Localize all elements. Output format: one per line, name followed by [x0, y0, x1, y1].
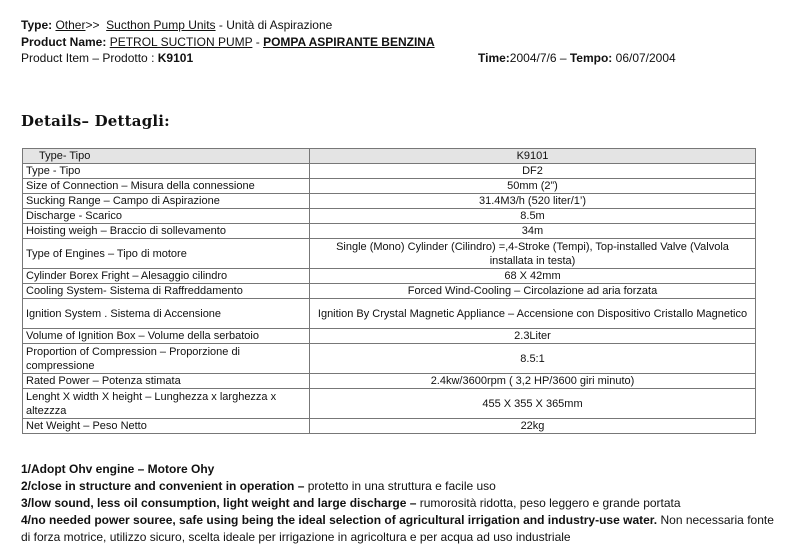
table-row — [23, 374, 756, 389]
table-row — [23, 209, 756, 224]
feature-item — [21, 461, 781, 478]
product-name-line — [21, 35, 435, 50]
row-key: Proportion of Compression – Proporzione di compressione — [23, 344, 310, 374]
table-header-value: K9101 — [310, 149, 756, 164]
row-value: 2.3Liter — [310, 329, 756, 344]
row-key: Lenght X width X height – Lunghezza x larghezza x altezzza — [23, 389, 310, 419]
table-header-key: Type- Tipo — [23, 149, 310, 164]
row-value: Forced Wind-Cooling – Circolazione ad aria forzata — [310, 284, 756, 299]
row-value: 31.4M3/h (520 liter/1’) — [310, 194, 756, 209]
row-key: Cylinder Borex Fright – Alesaggio cilindro — [23, 269, 310, 284]
product-item-label: Product Item – Prodotto : — [21, 51, 155, 65]
feature-item — [21, 512, 781, 546]
row-key: Net Weight – Peso Netto — [23, 419, 310, 434]
row-value: Single (Mono) Cylinder (Cilindro) =,4-Stroke (Tempi), Top-installed Valve (Valvola installata in testa) — [310, 239, 756, 269]
row-value: DF2 — [310, 164, 756, 179]
row-key: Hoisting weigh – Braccio di sollevamento — [23, 224, 310, 239]
row-value: 2.4kw/3600rpm ( 3,2 HP/3600 giri minuto) — [310, 374, 756, 389]
row-key: Ignition System . Sistema di Accensione — [23, 299, 310, 329]
product-name-label: Product Name: — [21, 35, 107, 49]
tempo-label: Tempo: — [569, 51, 613, 65]
feature-text: rumorosità ridotta, peso leggero e grande portata — [416, 496, 681, 510]
type-line — [21, 18, 332, 33]
table-header-row — [23, 149, 756, 164]
table-row — [23, 179, 756, 194]
type-other-link[interactable]: Other — [55, 18, 86, 32]
product-name-separator: - — [252, 35, 264, 49]
row-key: Type - Tipo — [23, 164, 310, 179]
row-value: 50mm (2”) — [310, 179, 756, 194]
feature-text: protetto in una struttura e facile uso — [304, 479, 496, 493]
details-title: Details– Dettagli: — [21, 112, 170, 130]
type-category-link[interactable]: Sucthon Pump Units — [106, 18, 216, 32]
spec-table — [22, 148, 756, 434]
feature-bold: 1/Adopt Ohv engine – Motore Ohy — [21, 462, 215, 476]
feature-bold: 4/no needed power souree, safe using being the ideal selection of agricultural irrigation and industry-use water. — [21, 513, 658, 527]
feature-item — [21, 478, 781, 495]
table-row — [23, 224, 756, 239]
row-value: 68 X 42mm — [310, 269, 756, 284]
row-value: 455 X 355 X 365mm — [310, 389, 756, 419]
row-key: Rated Power – Potenza stimata — [23, 374, 310, 389]
row-value: Ignition By Crystal Magnetic Appliance – Accensione con Dispositivo Cristallo Magnetico — [310, 299, 756, 329]
product-name-link[interactable]: PETROL SUCTION PUMP — [109, 35, 253, 49]
row-value: 8.5m — [310, 209, 756, 224]
table-row — [23, 194, 756, 209]
row-key: Size of Connection – Misura della connessione — [23, 179, 310, 194]
type-category-italian: - Unità di Aspirazione — [215, 18, 333, 32]
time-value: 2004/7/6 – — [509, 51, 570, 65]
table-row — [23, 239, 756, 269]
feature-text: Non necessaria fonte di forza motrice, utilizzo sicuro, scelta ideale per irrigazione in agricoltura e per acqua ad uso industriale — [21, 513, 774, 544]
table-row — [23, 284, 756, 299]
table-row — [23, 419, 756, 434]
features-list — [21, 461, 781, 546]
feature-bold: 3/low sound, less oil consumption, light weight and large discharge – — [21, 496, 417, 510]
table-row — [23, 269, 756, 284]
row-key: Volume of Ignition Box – Volume della serbatoio — [23, 329, 310, 344]
table-row — [23, 299, 756, 329]
row-value: 34m — [310, 224, 756, 239]
table-row — [23, 164, 756, 179]
row-key: Type of Engines – Tipo di motore — [23, 239, 310, 269]
row-key: Sucking Range – Campo di Aspirazione — [23, 194, 310, 209]
time-label: Time: — [478, 51, 510, 65]
row-key: Cooling System- Sistema di Raffreddamento — [23, 284, 310, 299]
row-key: Discharge - Scarico — [23, 209, 310, 224]
row-value: 8.5:1 — [310, 344, 756, 374]
type-separator: >> — [85, 18, 100, 32]
type-label: Type: — [21, 18, 53, 32]
row-value: 22kg — [310, 419, 756, 434]
time-line — [478, 51, 676, 65]
table-row — [23, 344, 756, 374]
table-row — [23, 329, 756, 344]
product-item-line — [21, 51, 193, 66]
feature-bold: 2/close in structure and convenient in operation – — [21, 479, 305, 493]
product-name-italian: POMPA ASPIRANTE BENZINA — [263, 35, 435, 49]
product-item-value: K9101 — [157, 51, 194, 65]
table-row — [23, 389, 756, 419]
tempo-value: 06/07/2004 — [612, 51, 676, 65]
feature-item — [21, 495, 781, 512]
